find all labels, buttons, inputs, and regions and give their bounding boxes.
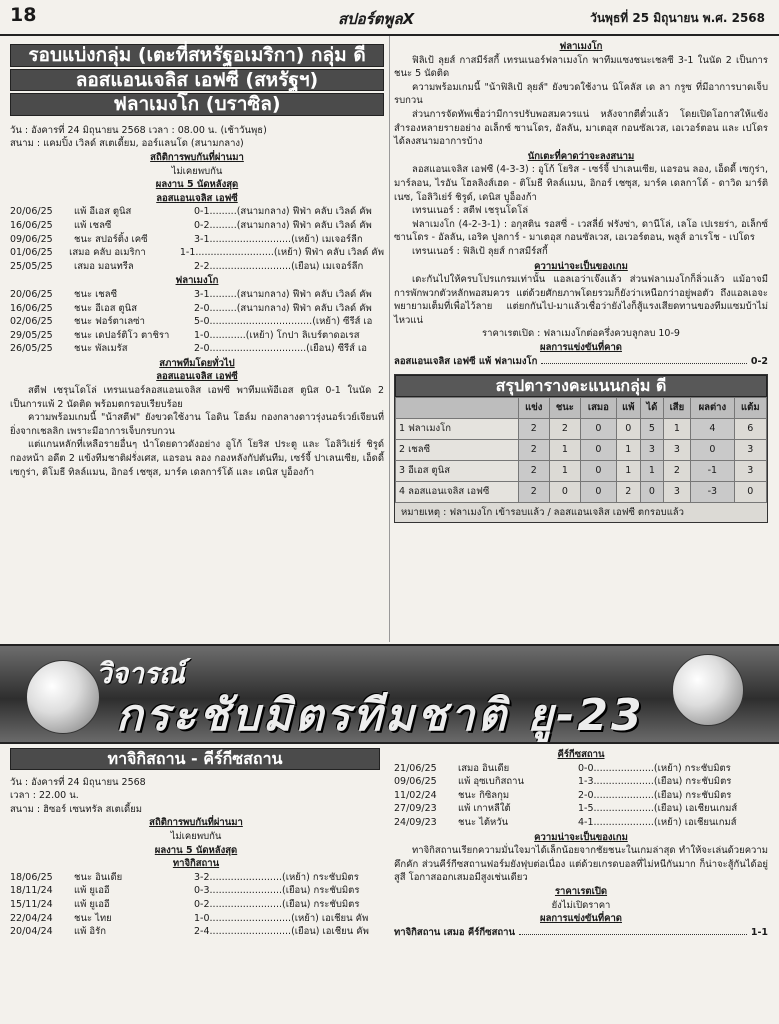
- match1-venue: สนาม : แคมปิ้ง เวิลด์ สเตเดี้ยม, ออร์แลนโด (สนามกลาง): [10, 138, 244, 150]
- section-title: กระชับมิตรทีมชาติ ยู-23: [116, 690, 645, 741]
- result-competition: ........................(เยือน) กระชับมิตร: [209, 885, 360, 897]
- match2-recent-heading: ผลงาน 5 นัดหลังสุด: [154, 844, 238, 856]
- result-competition: ..........................(เหย้า) ฟีฟ่า คลับ เวิลด์ คัพ: [195, 247, 384, 259]
- result-row: [10, 329, 384, 343]
- result-score: 1-0: [194, 912, 210, 924]
- match1-h2h-heading: สถิติการพบกันที่ผ่านมา: [150, 151, 244, 163]
- match2-right-column: [394, 748, 768, 939]
- result-row: [10, 302, 384, 316]
- match2-team-a-heading: ทาจิกิสถาน: [172, 858, 220, 870]
- column-divider: [389, 36, 390, 642]
- table-cell: 3: [641, 439, 664, 460]
- table-cell: 2: [616, 481, 640, 502]
- match1-trainer-a: เทรนเนอร์ : สตีฟ เชรุนโดโล่: [412, 205, 529, 217]
- result-row: [10, 219, 384, 233]
- match1-general-heading: สภาพทีมโดยทั่วไป: [159, 357, 235, 369]
- page-header: [0, 0, 779, 36]
- table-cell: 1: [616, 439, 640, 460]
- table-cell: 6: [734, 418, 766, 439]
- standings-note: หมายเหตุ : ฟลาเมงโก เข้ารอบแล้ว / ลอสแอนเจลิส เอฟซี ตกรอบแล้ว: [401, 506, 684, 518]
- result-competition: .........(สนามกลาง) ฟีฟ่า คลับ เวิลด์ คัพ: [209, 302, 372, 314]
- table-cell: 0: [734, 481, 766, 502]
- result-score: 1-0: [194, 329, 210, 341]
- result-date: 29/05/25: [10, 329, 53, 341]
- match1-lineup-a: ลอสแอนเจลิส เอฟซี (4-3-3) : อูโก้ โยริส - เซร์จี้ ปาเลนเซีย, แอรอน ลอง, เอ็ดดี้ เซกูร่า, มาร์ลอน, ไรอัน โฮลลิงส์เฮด - ติโมธี ทิลล์แมน, อิกอร์ เชซุส, มาร์ค เดลกาโด้ - ดาวิด มาร์ติเนซ, โอลิวิเย่ร์ ชิรูด์, เดนิส บูอ็องก้า: [394, 164, 768, 203]
- result-row: [10, 925, 382, 939]
- table-cell: 0: [641, 481, 664, 502]
- match2-interest-heading: ความน่าจะเป็นของเกม: [534, 831, 628, 843]
- result-score: 2-0: [194, 343, 210, 355]
- match2-time: เวลา : 22.00 น.: [10, 790, 79, 802]
- result-row: [394, 762, 768, 776]
- result-opponent: ชนะ เชลซี: [74, 288, 118, 300]
- result-score: 2-2: [194, 260, 210, 272]
- table-cell: 2 เชลซี: [396, 439, 519, 460]
- table-cell: 3: [663, 439, 690, 460]
- table-cell: 1: [663, 418, 690, 439]
- match2-left-column: [10, 748, 382, 939]
- result-competition: .........(สนามกลาง) ฟีฟ่า คลับ เวิลด์ คัพ: [209, 288, 372, 300]
- table-header: แข่ง: [518, 397, 549, 418]
- result-score: 3-1: [194, 288, 210, 300]
- match1-interest-heading: ความน่าจะเป็นของเกม: [534, 260, 628, 272]
- result-opponent: แพ้ ยูเออี: [74, 885, 110, 897]
- result-score: 2-0: [578, 789, 594, 801]
- result-date: 20/04/24: [10, 926, 53, 938]
- match1-lineup-b: ฟลาเมงโก (4-2-3-1) : อกุสติน รอสซี่ - เวสลี่ย์ ฟรังซ่า, ดานีโล่, เลโอ เปเรยร่า, อเล็กซ์ ซานโดร - อัลลัน, เอริค ปูลการ์ - มาเตอุส กอนซัลเวส, เอเวอร์ตอน, พลูส์ อาเรโช - เปโดร: [394, 218, 768, 244]
- result-competition: ...........................(เยือน) เมเจอร์ลีก: [209, 260, 364, 272]
- table-cell: 1: [549, 439, 581, 460]
- match2-predict: ทาจิกิสถาน เสมอ คีร์กีซสถาน: [394, 926, 515, 938]
- result-score: 0-1: [194, 206, 210, 218]
- result-score: 2-0: [194, 302, 210, 314]
- match1-team-b-results: [10, 288, 384, 356]
- match1-team-b-heading: ฟลาเมงโก: [175, 275, 219, 287]
- match2-odds-heading: ราคาเรตเปิด: [554, 885, 608, 897]
- result-opponent: แพ้ อีเอส ตูนิส: [74, 206, 132, 218]
- result-date: 25/05/25: [10, 260, 53, 272]
- table-cell: 3: [734, 439, 766, 460]
- match1-predict-heading: ผลการแข่งขันที่คาด: [540, 342, 622, 354]
- result-competition: .........(สนามกลาง) ฟีฟ่า คลับ เวิลด์ คัพ: [209, 206, 372, 218]
- result-date: 09/06/25: [10, 233, 53, 245]
- football-graphic: [26, 660, 100, 734]
- match1-recent-heading: ผลงาน 5 นัดหลังสุด: [155, 179, 239, 191]
- table-cell: 2: [518, 481, 549, 502]
- table-cell: 2: [663, 460, 690, 481]
- result-score: 0-2: [194, 898, 210, 910]
- result-date: 20/06/25: [10, 206, 53, 218]
- match2-when: วัน : อังคารที่ 24 มิถุนายน 2568: [10, 776, 146, 788]
- table-header: เสมอ: [581, 397, 616, 418]
- result-date: 16/06/25: [10, 219, 53, 231]
- result-score: 1-1: [179, 247, 196, 259]
- result-row: [10, 233, 384, 247]
- result-opponent: ชนะ ไทย: [74, 912, 112, 924]
- table-header: แต้ม: [734, 397, 766, 418]
- result-opponent: ชนะ สปอร์ติ้ง เคซี: [74, 233, 148, 245]
- result-competition: ...........................(เหย้า) เอเชียน คัพ: [209, 912, 369, 924]
- result-opponent: แพ้ เกาหลีใต้: [458, 803, 511, 815]
- table-header: ชนะ: [549, 397, 581, 418]
- result-date: 09/06/25: [394, 776, 437, 788]
- match2-h2h-text: ไม่เคยพบกัน: [170, 830, 222, 842]
- match1-h2h-text: ไม่เคยพบกัน: [171, 165, 223, 177]
- table-header: แพ้: [616, 397, 640, 418]
- result-opponent: ชนะ ฟอร์ตาเลซ่า: [74, 316, 145, 328]
- result-row: [10, 288, 384, 302]
- table-cell: 3: [734, 460, 766, 481]
- result-score: 3-2: [194, 871, 210, 883]
- table-cell: 0: [616, 418, 640, 439]
- result-competition: ...........................(เยือน) เอเชียน คัพ: [209, 926, 369, 938]
- result-competition: ....................(เหย้า) กระชับมิตร: [593, 762, 731, 774]
- result-date: 18/06/25: [10, 871, 53, 883]
- result-opponent: ชนะ เดปอร์ติโว ตาชิรา: [74, 329, 170, 341]
- table-cell: 2: [518, 439, 549, 460]
- table-row: [396, 460, 767, 481]
- result-row: [394, 789, 768, 803]
- table-row: [396, 481, 767, 502]
- match2-odds: ยังไม่เปิดราคา: [551, 899, 611, 911]
- result-opponent: ชนะ อีเอส ตูนิส: [74, 302, 138, 314]
- match1-para1: สตีฟ เชรุนโดโล่ เทรนเนอร์ลอสแอนเจลิส เอฟซี พาทีมแพ้อีเอส ตูนิส 0-1 ในนัด 2 เป็นการแพ้ 2 นัดติด พร้อมตกรอบเรียบร้อย: [10, 385, 384, 410]
- result-date: 02/06/25: [10, 316, 53, 328]
- result-row: [394, 775, 768, 789]
- match1-left-column: [10, 44, 384, 479]
- match2-predict-row: [394, 926, 768, 940]
- result-date: 26/05/25: [10, 343, 53, 355]
- result-date: 16/06/25: [10, 302, 53, 314]
- table-cell: 0: [581, 418, 616, 439]
- match2-predict-heading: ผลการแข่งขันที่คาด: [540, 913, 622, 925]
- table-cell: 0: [549, 481, 581, 502]
- table-cell: 4 ลอสแอนเจลิส เอฟซี: [396, 481, 519, 502]
- result-competition: ...........................(เหย้า) เมเจอร์ลีก: [209, 233, 363, 245]
- match2-predict-score: 1-1: [750, 926, 768, 938]
- match1-para2: ความพร้อมเกมนี้ "น้าสตีฟ" ยังขวดใช้งาน โอดิน โฮล์ม กองกลางดาวรุ่งนอร์เวย์เจียนที่ยิ่งจากเชลลิก เพราะมีอาการเจ็บกรบกวน: [10, 412, 384, 437]
- brand-logo: สปอร์ตพูลX: [338, 10, 415, 28]
- result-score: 0-0: [578, 762, 594, 774]
- result-row: [10, 342, 384, 356]
- match1-rpara2: ความพร้อมเกมนี้ "น้าฟิลิเป้ ลุยส์" ยังขวดใช้งาน นิโคลัส เด ลา กรูซ ที่มีอาการบาดเจ็บรบกวน: [394, 81, 768, 107]
- result-date: 01/06/25: [10, 247, 53, 259]
- football-graphic: [672, 654, 744, 726]
- result-score: 1-5: [578, 803, 594, 815]
- match1-rpara3: ส่วนการจัดทัพเชื่อว่ามีการปรับพอสมควรแน่ หลังจากตีตั๋วแล้ว โดยเปิดโอกาสให้แข้งสำรองหลายรายอย่าง อเล็กซ์ ซานโดร, อัลลัน, มาเตอุส กอนซัลเวส, เอเวอร์ตอน และ เปโดร ได้ลงสนามอาการบ้าง: [394, 108, 768, 148]
- match2-team-b-results: [394, 762, 768, 830]
- match1-interest: เดะกันไปให้ครบโปรแกรมเท่านั้น แอลเอว่าเจ๊งแล้ว ส่วนฟลาเมงโกก็ลิ่วแล้ว แม้อาจมีการพักพวกตัวหลักพอสมควร แต่ด้วยศักยภาพโดยรวมก็ยังว่าเหนือกว่าอยู่พอตัว ถึงแอลเอจะพยายามเต็มที่เพื่อไว้ลาย แต่ยกกันไป-มาแล้วเชื่อว่ายังไงก็สู้แรงเสียดทานของทีมแซมบ้าไม่ไหวแน่: [394, 274, 768, 326]
- match1-predict-score: 0-2: [750, 355, 768, 367]
- result-row: [394, 802, 768, 816]
- result-opponent: แพ้ ยูเออี: [74, 898, 110, 910]
- match2-h2h-heading: สถิติการพบกันที่ผ่านมา: [149, 817, 243, 829]
- table-header: เสีย: [663, 397, 690, 418]
- match1-when: วัน : อังคารที่ 24 มิถุนายน 2568 เวลา : 08.00 น. (เช้าวันพุธ): [10, 124, 267, 136]
- result-competition: ....................(เหย้า) เอเชียนเกมส์: [593, 816, 737, 828]
- result-date: 27/09/23: [394, 803, 437, 815]
- table-header: ผลต่าง: [691, 397, 735, 418]
- result-opponent: ชนะ กิซิลกุม: [458, 789, 510, 801]
- result-row: [10, 246, 384, 260]
- result-row: [10, 912, 382, 926]
- table-cell: 2: [549, 418, 581, 439]
- match1-rpara1: ฟิลิเป้ ลุยส์ กาสมีร์สกี้ เทรนเนอร์ฟลาเมงโก พาทีมแซงชนะเชลซี 3-1 ในนัด 2 เป็นการชนะ 5 นัดติด: [394, 54, 768, 80]
- match1-round-banner: รอบแบ่งกลุ่ม (เตะที่สหรัฐอเมริกา) กลุ่ม ดี: [10, 44, 384, 67]
- table-cell: 2: [518, 418, 549, 439]
- result-date: 22/04/24: [10, 912, 53, 924]
- match2-interest: ทาจิกิสถานเรียกความมั่นใจมาได้เล็กน้อยจากชัยชนะในเกมล่าสุด ทำให้จะเล่นด้วยความคึกคัก ส่วนคีร์กีซสถานฟอร์มยังฟุบต่อเนื่อง แต่ด้วยเกรดบอลที่ไม่หนีกันมาก ก็น่าจะสู้กันได้อยู่สูสี โอกาสออกเสมอมีสูงเช่นเดียว: [394, 845, 768, 884]
- result-row: [394, 816, 768, 830]
- result-opponent: เสมอ มอนทรีล: [74, 260, 134, 272]
- table-cell: 1: [549, 460, 581, 481]
- match2-venue: สนาม : ฮิซอร์ เซนทรัล สเตเดี้ยม: [10, 803, 143, 815]
- table-cell: 0: [691, 439, 735, 460]
- table-cell: 2: [518, 460, 549, 481]
- table-header: [396, 397, 519, 418]
- result-score: 5-0: [194, 316, 210, 328]
- result-opponent: ชนะ พัลเมรัส: [74, 343, 128, 355]
- result-score: 3-1: [194, 233, 210, 245]
- result-competition: ........................(เยือน) กระชับมิตร: [209, 898, 360, 910]
- result-competition: ..................................(เหย้า) ซีรีส์ เอ: [209, 316, 373, 328]
- result-opponent: แพ้ อิรัก: [74, 926, 106, 938]
- table-cell: 3: [663, 481, 690, 502]
- table-cell: 4: [691, 418, 735, 439]
- result-opponent: แพ้ อุซเบกิสถาน: [458, 776, 524, 788]
- result-score: 4-1: [578, 816, 594, 828]
- result-score: 1-3: [578, 776, 594, 788]
- match2-team-a-results: [10, 871, 382, 939]
- result-date: 24/09/23: [394, 816, 437, 828]
- table-cell: 1 ฟลาเมงโก: [396, 418, 519, 439]
- table-cell: 0: [581, 460, 616, 481]
- standings-title: สรุปตารางคะแนนกลุ่ม ดี: [395, 375, 767, 397]
- match1-odds: ราคาเรตเปิด : ฟลาเมงโกต่อครึ่งควบลูกลบ 10-9: [482, 328, 680, 340]
- table-cell: -1: [691, 460, 735, 481]
- match1-trainer-b: เทรนเนอร์ : ฟิลิเป้ ลุยส์ กาสมีร์สกี้: [412, 245, 548, 257]
- result-row: [10, 260, 384, 274]
- table-cell: 1: [616, 460, 640, 481]
- table-cell: 5: [641, 418, 664, 439]
- issue-date: วันพุธที่ 25 มิถุนายน พ.ศ. 2568: [590, 11, 765, 25]
- result-row: [10, 898, 382, 912]
- result-row: [10, 884, 382, 898]
- table-row: [396, 439, 767, 460]
- result-score: 0-3: [194, 885, 210, 897]
- result-competition: ........................(เหย้า) กระชับมิตร: [209, 871, 359, 883]
- result-opponent: เสมอ คลับ อเมริกา: [69, 247, 146, 259]
- result-competition: ....................(เยือน) กระชับมิตร: [593, 776, 732, 788]
- result-opponent: ชนะ อินเดีย: [74, 871, 123, 883]
- table-cell: 1: [641, 460, 664, 481]
- match1-predict-row: [394, 355, 768, 369]
- match2-team-b-heading: คีร์กีซสถาน: [557, 749, 605, 760]
- result-date: 11/02/24: [394, 789, 437, 801]
- result-score: 2-4: [194, 926, 210, 938]
- result-score: 0-2: [194, 219, 210, 231]
- match2-title-banner: ทาจิกิสถาน - คีร์กีซสถาน: [10, 748, 380, 770]
- result-date: 15/11/24: [10, 898, 53, 910]
- standings-table: [395, 397, 767, 503]
- table-cell: 0: [581, 481, 616, 502]
- result-date: 21/06/25: [394, 762, 437, 774]
- standings-box: [394, 374, 768, 523]
- result-opponent: ชนะ ไต้หวัน: [458, 816, 509, 828]
- match1-general-a-heading: ลอสแอนเจลิส เอฟซี: [156, 371, 238, 383]
- table-header: ได้: [641, 397, 664, 418]
- result-competition: ....................(เยือน) เอเชียนเกมส์: [593, 803, 738, 815]
- table-row: [396, 418, 767, 439]
- result-row: [10, 871, 382, 885]
- result-date: 20/06/25: [10, 288, 53, 300]
- match1-right-heading: ฟลาเมงโก: [559, 41, 603, 52]
- result-opponent: เสมอ อินเดีย: [458, 762, 510, 774]
- result-row: [10, 205, 384, 219]
- match1-team-a-banner: ลอสแอนเจลิส เอฟซี (สหรัฐฯ): [10, 69, 384, 92]
- section-banner: [0, 644, 779, 744]
- result-opponent: แพ้ เชลซี: [74, 219, 112, 231]
- result-row: [10, 315, 384, 329]
- table-cell: 3 อีเอส ตูนิส: [396, 460, 519, 481]
- table-cell: -3: [691, 481, 735, 502]
- page-number: 18: [10, 4, 37, 26]
- section-kicker: วิจารณ์: [96, 657, 185, 690]
- match1-right-column: [394, 40, 768, 523]
- match1-predict: ลอสแอนเจลิส เอฟซี แพ้ ฟลาเมงโก: [394, 355, 538, 367]
- match1-team-a-heading: ลอสแอนเจลิส เอฟซี: [156, 192, 238, 204]
- result-competition: ............(เหย้า) โกปา ลิเบร์ตาดอเรส: [209, 329, 360, 341]
- result-competition: ....................(เยือน) กระชับมิตร: [593, 789, 732, 801]
- result-date: 18/11/24: [10, 885, 53, 897]
- result-competition: .........(สนามกลาง) ฟีฟ่า คลับ เวิลด์ คัพ: [209, 219, 372, 231]
- match1-team-b-banner: ฟลาเมงโก (บราซิล): [10, 93, 384, 116]
- match1-lineup-heading: นักเตะที่คาดว่าจะลงสนาม: [527, 150, 635, 162]
- match1-team-a-results: [10, 205, 384, 273]
- result-competition: ................................(เยือน) ซีรีส์ เอ: [209, 343, 367, 355]
- match1-para3: แต่แกนหลักที่เหลือรายอื่นๆ นำโดยดาวดังอย่าง อูโก้ โยริส ประตู และ โอลิวิเย่ร์ ชิรูด์ กองหน้า อดีต 2 แข้งทีมชาติฝรั่งเศส, แอรอน ลอง กองหลังกัปตันทีม, เซร์จี้ ปาเลนเซีย, เอ็ดดี้ เซกูร่า, ติโมธี ทิลล์แมน, อิกอร์ เชซุส, มาร์ค เดลการ์โด้ และ เดนิส บูอ็องก้า: [10, 439, 384, 478]
- table-cell: 0: [581, 439, 616, 460]
